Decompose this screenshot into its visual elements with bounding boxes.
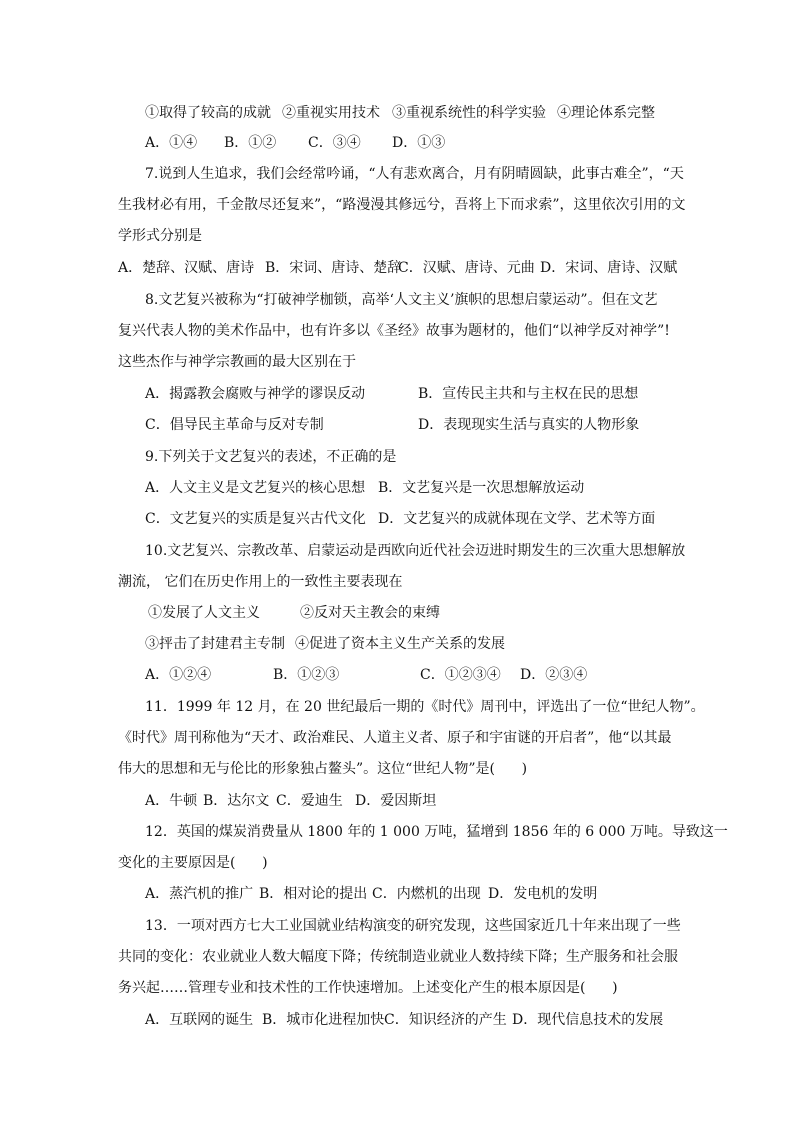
q11-stem-line-2: 《时代》周刊称他为“天才、政治难民、人道主义者、原子和宇宙谜的开启者”，他“以其最 <box>118 730 672 746</box>
q12-option-d: D．发电机的发明 <box>488 886 598 902</box>
q10-statement-4: ④促进了资本主义生产关系的发展 <box>295 636 505 652</box>
q10-statement-3: ③抨击了封建君主专制 <box>145 636 285 652</box>
q9-option-a: A．人文主义是文艺复兴的核心思想 <box>145 480 366 496</box>
q7-option-c: C．汉赋、唐诗、元曲 <box>398 260 535 276</box>
q7-stem-line-3: 学形式分别是 <box>118 228 202 244</box>
q13-option-a: A．互联网的诞生 <box>145 1012 254 1028</box>
q12-option-b: B．相对论的提出 <box>259 886 368 902</box>
q13-option-b: B．城市化进程加快 <box>262 1012 385 1028</box>
q12-option-a: A．蒸汽机的推广 <box>145 886 254 902</box>
q6-statement-2: ②重视实用技术 <box>282 105 380 121</box>
q9-option-d: D．文艺复兴的成就体现在文学、艺术等方面 <box>378 511 656 527</box>
q10-option-d: D．②③④ <box>520 667 588 683</box>
q8-option-d: D．表现现实生活与真实的人物形象 <box>418 417 640 433</box>
q6-option-a: A．①④ <box>145 135 198 151</box>
q7-stem-line-1: 7.说到人生追求，我们会经常吟诵，“人有悲欢离合，月有阴晴圆缺，此事古难全”，“天 <box>145 166 684 182</box>
q10-statement-1: ①发展了人文主义 <box>148 605 260 621</box>
q10-option-b: B．①②③ <box>273 667 340 683</box>
q11-option-b: B．达尔文 <box>203 793 270 809</box>
q13-stem-line-1: 13．一项对西方七大工业国就业结构演变的研究发现，这些国家近几十年来出现了一些 <box>145 918 681 934</box>
q8-stem-line-3: 这些杰作与神学宗教画的最大区别在于 <box>118 354 356 370</box>
q10-stem-line-1: 10.文艺复兴、宗教改革、启蒙运动是西欧向近代社会迈进时期发生的三次重大思想解放 <box>145 543 686 559</box>
q8-option-c: C．倡导民主革命与反对专制 <box>145 417 324 433</box>
q11-option-a: A．牛顿 <box>145 793 198 809</box>
q8-option-a: A．揭露教会腐败与神学的谬误反动 <box>145 386 366 402</box>
q6-statement-4: ④理论体系完整 <box>557 105 655 121</box>
q6-option-c: C．③④ <box>308 135 361 151</box>
q9-stem-line-1: 9.下列关于文艺复兴的表述，不正确的是 <box>145 449 397 465</box>
q8-stem-line-2: 复兴代表人物的美术作品中，也有许多以《圣经》故事为题材的，他们“以神学反对神学”! <box>118 323 670 339</box>
q7-stem-line-2: 生我材必有用，千金散尽还复来”，“路漫漫其修远兮，吾将上下而求索”，这里依次引用的文 <box>118 197 686 213</box>
q8-stem-line-1: 8.文艺复兴被称为“打破神学枷锁，高举‘人文主义’旗帜的思想启蒙运动”。但在文艺 <box>145 292 658 308</box>
q11-option-c: C．爱迪生 <box>276 793 343 809</box>
q7-option-a: A．楚辞、汉赋、唐诗 <box>118 260 255 276</box>
q6-option-b: B．①② <box>224 135 277 151</box>
q6-statement-3: ③重视系统性的科学实验 <box>392 105 546 121</box>
q10-option-a: A．①②④ <box>145 667 212 683</box>
q12-stem-line-1: 12．英国的煤炭消费量从 1800 年的 1 000 万吨，猛增到 1856 年的 6 000 万吨。导致这一 <box>145 824 728 840</box>
q10-option-c: C．①②③④ <box>420 667 501 683</box>
q13-stem-line-2: 共同的变化：农业就业人数大幅度下降；传统制造业就业人数持续下降；生产服务和社会服 <box>118 949 678 965</box>
q8-option-b: B．宣传民主共和与主权在民的思想 <box>418 386 639 402</box>
q7-option-d: D．宋词、唐诗、汉赋 <box>540 260 678 276</box>
q9-option-c: C．文艺复兴的实质是复兴古代文化 <box>145 511 366 527</box>
q11-stem-line-3: 伟大的思想和无与伦比的形象独占鳌头”。这位“世纪人物”是( ) <box>118 761 528 777</box>
q10-stem-line-2: 潮流， 它们在历史作用上的一致性主要表现在 <box>118 574 403 590</box>
q12-option-c: C．内燃机的出现 <box>372 886 481 902</box>
q11-option-d: D．爱因斯坦 <box>355 793 437 809</box>
q13-stem-line-3: 务兴起……管理专业和技术性的工作快速增加。上述变化产生的根本原因是( ) <box>118 980 618 996</box>
q13-option-d: D．现代信息技术的发展 <box>512 1012 664 1028</box>
q6-option-d: D．①③ <box>392 135 446 151</box>
q6-statement-1: ①取得了较高的成就 <box>145 105 271 121</box>
q10-statement-2: ②反对天主教会的束缚 <box>300 605 440 621</box>
q12-stem-line-2: 变化的主要原因是( ) <box>118 855 268 871</box>
q13-option-c: C．知识经济的产生 <box>384 1012 507 1028</box>
q9-option-b: B．文艺复兴是一次思想解放运动 <box>378 480 585 496</box>
q11-stem-line-1: 11．1999 年 12 月，在 20 世纪最后一期的《时代》周刊中，评选出了一位“世纪人物”。 <box>145 699 705 715</box>
q7-option-b: B．宋词、唐诗、楚辞 <box>265 260 402 276</box>
